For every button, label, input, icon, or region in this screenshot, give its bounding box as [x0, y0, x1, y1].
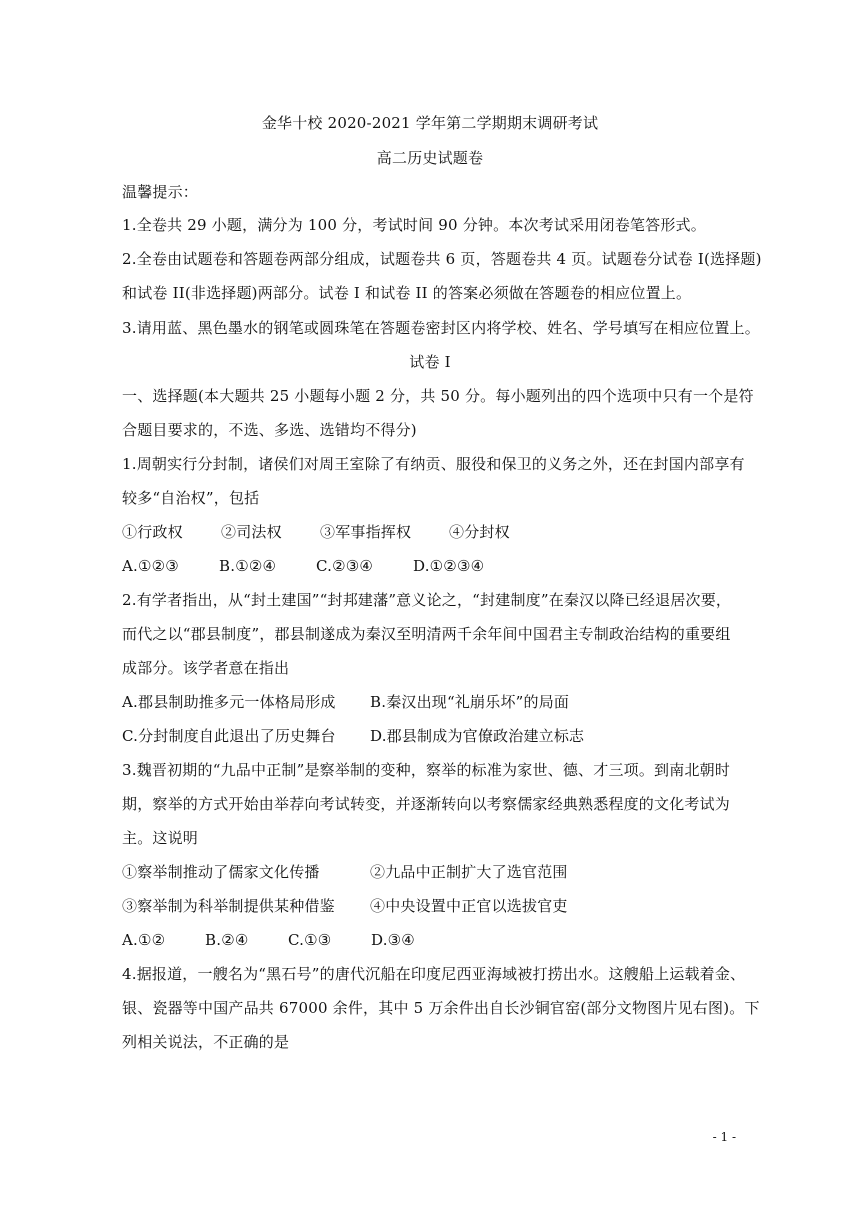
q4-stem-line-2: 银、瓷器等中国产品共 67000 余件，其中 5 万余件出自长沙铜官窑(部分文物图片见右图)。下	[122, 999, 760, 1017]
q2-stem-line-2: 而代之以“郡县制度”，郡县制遂成为秦汉至明清两千余年间中国君主专制政治结构的重要组	[122, 625, 731, 643]
section-instruction-line-2: 合题目要求的，不选、多选、选错均不得分)	[122, 421, 417, 439]
q2-stem-line-1: 2.有学者指出，从“封土建国”“封邦建藩”意义论之，“封建制度”在秦汉以降已经退居次要，	[122, 591, 732, 609]
q1-stem-line-2: 较多“自治权”，包括	[122, 489, 260, 507]
q3-stem-line-1: 3.魏晋初期的“九品中正制”是察举制的变种，察举的标准为家世、德、才三项。到南北朝时	[122, 761, 731, 779]
section-instruction-line-1: 一、选择题(本大题共 25 小题每小题 2 分，共 50 分。每小题列出的四个选项中只有一个是符	[122, 387, 754, 405]
q3-item-2: ②九品中正制扩大了选官范围	[370, 863, 568, 881]
q1-options	[122, 556, 484, 576]
q2-option-c: C.分封制度自此退出了历史舞台	[122, 727, 336, 745]
page-number: - 1 -	[712, 1130, 736, 1144]
tip-line-3: 和试卷 II(非选择题)两部分。试卷 I 和试卷 II 的答案必须做在答题卷的相应位置上。	[122, 284, 692, 302]
q2-options-row-2	[122, 726, 584, 746]
q2-stem-line-3: 成部分。该学者意在指出	[122, 659, 290, 677]
q3-stem-line-3: 主。这说明	[122, 829, 199, 847]
q3-items-row-2	[122, 896, 568, 916]
q2-option-d: D.郡县制成为官僚政治建立标志	[370, 727, 585, 745]
q1-item-3: ③军事指挥权	[320, 523, 412, 541]
q2-options-row-1	[122, 692, 569, 712]
q4-stem-line-3: 列相关说法，不正确的是	[122, 1033, 290, 1051]
q1-stem-line-1: 1.周朝实行分封制，诸侯们对周王室除了有纳贡、服役和保卫的义务之外，还在封国内部享有	[122, 455, 745, 473]
q3-item-3: ③察举制为科举制提供某种借鉴	[122, 897, 335, 915]
tip-line-2: 2.全卷由试题卷和答题卷两部分组成，试题卷共 6 页，答题卷共 4 页。试题卷分试卷 I(选择题)	[122, 250, 762, 268]
q3-option-b: B.②④	[205, 931, 249, 949]
q1-option-d: D.①②③④	[413, 557, 485, 575]
q3-options	[122, 930, 415, 950]
q3-stem-line-2: 期，察举的方式开始由举荐向考试转变，并逐渐转向以考察儒家经典熟悉程度的文化考试为	[122, 795, 731, 813]
q1-items	[122, 522, 510, 542]
q3-item-4: ④中央设置中正官以选拔官吏	[370, 897, 568, 915]
q1-item-2: ②司法权	[221, 523, 282, 541]
q1-item-1: ①行政权	[122, 523, 183, 541]
q1-item-4: ④分封权	[449, 523, 510, 541]
q2-option-a: A.郡县制助推多元一体格局形成	[122, 693, 336, 711]
tips-heading: 温馨提示：	[122, 183, 199, 201]
q3-option-d: D.③④	[371, 931, 415, 949]
q1-option-c: C.②③④	[316, 557, 374, 575]
q3-option-c: C.①③	[288, 931, 332, 949]
q3-items-row-1	[122, 862, 568, 882]
q1-option-a: A.①②③	[122, 557, 179, 575]
q1-option-b: B.①②④	[219, 557, 277, 575]
q3-option-a: A.①②	[122, 931, 166, 949]
tip-line-1: 1.全卷共 29 小题，满分为 100 分，考试时间 90 分钟。本次考试采用闭卷笔答形式。	[122, 216, 706, 234]
tip-line-4: 3.请用蓝、黑色墨水的钢笔或圆珠笔在答题卷密封区内将学校、姓名、学号填写在相应位置上。	[122, 319, 760, 337]
q4-stem-line-1: 4.据报道，一艘名为“黑石号”的唐代沉船在印度尼西亚海域被打捞出水。这艘船上运载着金、	[122, 965, 746, 983]
q3-item-1: ①察举制推动了儒家文化传播	[122, 863, 320, 881]
q2-option-b: B.秦汉出现“礼崩乐坏”的局面	[370, 693, 570, 711]
exam-title: 金华十校 2020-2021 学年第二学期期末调研考试	[261, 114, 599, 132]
section-title: 试卷 I	[409, 353, 451, 371]
exam-subtitle: 高二历史试题卷	[376, 149, 484, 167]
